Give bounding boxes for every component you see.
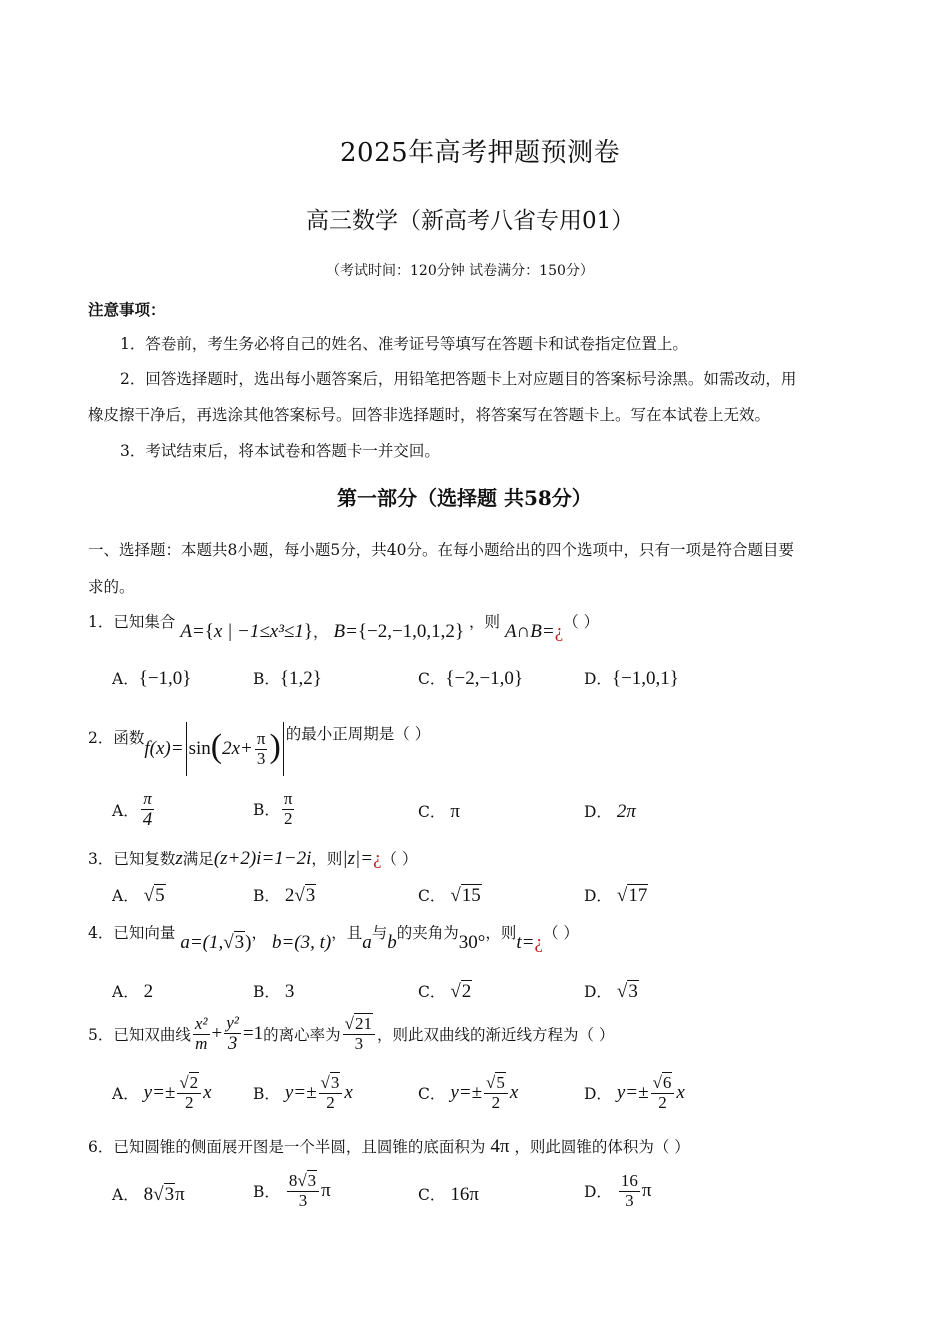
q4-vector-a: a=(1, [180, 932, 224, 953]
q2-option-b: B． $\frac{\pi}{2}$ [253, 789, 293, 828]
q6-option-a: A． 8√3π [112, 1184, 185, 1205]
q1-option-b-value: 1,2 [289, 668, 313, 689]
q4-a: a [362, 932, 372, 953]
part1-heading: 第一部分（选择题 共58分） [337, 486, 592, 510]
q2-arg: 2x+ [222, 738, 253, 759]
q5-number: 5． [88, 1026, 114, 1045]
q4-stem-2: ，且 [331, 924, 363, 942]
q6-stem-2: ，则此圆锥的体积为（ ） [514, 1138, 690, 1156]
notice-item-3: 3．考试结束后，将本试卷和答题卡一并交回。 [120, 442, 440, 460]
q5-option-a-rad: 2 [189, 1073, 199, 1092]
q3-option-b: B． 2√3 [253, 885, 316, 906]
q5-e-rad: 21 [355, 1014, 372, 1034]
q1-set-b-body: −2,−1,0,1,2 [367, 621, 455, 642]
q6-option-d-num: 16 [620, 1171, 638, 1190]
exam-info: （考试时间：120分钟 试卷满分：150分） [326, 263, 594, 279]
q2-option-d-value: 2π [616, 801, 636, 822]
q3-option-c: C． √15 [418, 885, 481, 906]
q1-option-d-value: −1,0,1 [621, 668, 670, 689]
q5-y2: y² [226, 1013, 239, 1032]
q5-stem-2: 的离心率为 [263, 1026, 341, 1045]
q1-mark: ¿ [554, 621, 564, 642]
question-1: 1．已知集合 A={x | −1≤x³≤1}， B={−2,−1,0,1,2} ，则 A∩B=¿（ ） [88, 613, 600, 642]
q3-abs-z: |z|= [342, 848, 374, 869]
notice-heading: 注意事项： [88, 300, 166, 319]
question-5: 5． 已知双曲线 $\frac{\text{x²}}{m}$ + $\frac{\text{y²}}{3}$ =1 的离心率为 $\frac{√21}{3}$ ，则此双曲线的渐近线方程为（ ） [88, 1013, 615, 1054]
q4-number: 4． [88, 924, 114, 942]
q4-stem-5: ，则 [485, 924, 517, 942]
q3-option-d-value: 17 [628, 885, 648, 906]
q4-option-b: B． 3 [253, 981, 295, 1002]
q6-option-d: D． $\frac{16}{3}$ π [584, 1171, 652, 1210]
q3-option-b-coef: 2 [284, 885, 295, 906]
q1-stem-then: ，则 [469, 613, 501, 631]
q5-option-c-rad: 5 [496, 1073, 505, 1092]
q1-set-a: A= [180, 621, 205, 642]
q2-option-a-den: 4 [142, 808, 153, 830]
q6-option-a-coef: 8 [143, 1184, 154, 1205]
q4-option-c: C． √2 [418, 981, 472, 1002]
q4-vector-b: b=(3, t) [271, 932, 332, 953]
q2-number: 2． [88, 729, 114, 747]
q5-option-d: D． y=± $\frac{√6}{2}$ x [584, 1073, 685, 1112]
q3-mark: ¿ [373, 848, 382, 869]
q2-sin: sin [188, 738, 211, 759]
q1-number: 1． [88, 613, 114, 631]
q3-option-a: A． √5 [112, 885, 165, 906]
q3-equation: (z+2)i=1−2i [213, 848, 312, 869]
q1-set-a-body: x | −1≤x³≤1 [213, 621, 304, 642]
q4-b: b [387, 932, 397, 953]
q4-option-d-value: 3 [628, 981, 638, 1002]
part1-instructions: 一、选择题：本题共8小题，每小题5分，共40分。在每小题给出的四个选项中，只有一项是符合题目要 [88, 541, 794, 559]
q5-option-b: B． y=± $\frac{√3}{2}$ x [253, 1073, 353, 1112]
q4-angle: 30° [458, 932, 486, 953]
q3-z: z [175, 848, 183, 869]
q2-stem-tail: 的最小正周期是（ ） [285, 725, 431, 743]
q2-option-a-num: π [143, 789, 152, 808]
q2-fx: f(x)= [144, 738, 184, 759]
q2-option-d: D． 2π [584, 801, 636, 822]
q1-paren: （ ） [563, 613, 600, 631]
q3-stem-2: 满足 [182, 850, 214, 868]
q6-option-a-rad: 3 [164, 1184, 175, 1205]
q5-option-a: A． y=± $\frac{√2}{2}$ x [112, 1073, 212, 1112]
q2-abs-left [186, 722, 187, 776]
question-6 [88, 1135, 690, 1158]
q4-option-d: D． √3 [584, 981, 638, 1002]
q4-t: t= [516, 932, 535, 953]
q4-stem-4: 的夹角为 [396, 924, 459, 942]
q6-option-b-rad: 3 [307, 1171, 317, 1190]
q5-eq: =1 [242, 1023, 264, 1045]
q2-option-c-value: π [450, 801, 460, 822]
q6-option-c-value: 16π [450, 1184, 479, 1205]
q2-abs-right [283, 722, 284, 776]
q5-option-c: C． y=± $\frac{√5}{2}$ x [418, 1073, 519, 1112]
q2-option-a: A． $\frac{\pi}{4}$ [112, 789, 153, 830]
notice-item-2-cont: 橡皮擦干净后，再选涂其他答案标号。回答非选择题时，将答案写在答题卡上。写在本试卷上无效。 [88, 406, 771, 424]
q4-stem: 已知向量 [113, 924, 176, 942]
q3-paren: （ ） [381, 850, 418, 868]
exam-title: 2025年高考押题预测卷 [340, 138, 621, 168]
q1-option-a: A．{−1,0} [112, 668, 192, 689]
question-3 [88, 847, 417, 870]
q6-option-d-den: 3 [625, 1190, 634, 1210]
q4-option-b-value: 3 [284, 981, 295, 1002]
q4-paren: （ ） [542, 924, 579, 942]
q5-m: m [195, 1033, 208, 1053]
part1-instructions-cont: 求的。 [88, 578, 135, 596]
notice-item-1: 1．答卷前，考生务必将自己的姓名、准考证号等填写在答题卡和试卷指定位置上。 [120, 335, 688, 353]
q5-stem: 已知双曲线 [113, 1026, 191, 1045]
q4-option-c-value: 2 [461, 981, 472, 1002]
q6-stem: 已知圆锥的侧面展开图是一个半圆，且圆锥的底面积为 [113, 1138, 486, 1156]
q2-arg-den: 3 [256, 748, 266, 768]
q5-option-b-rad: 3 [330, 1073, 340, 1092]
q1-expr: A∩B= [504, 621, 555, 642]
question-4: 4．已知向量 a=(1,√3)， b=(3, t)，且a与b的夹角为30°，则t=¿（ ） [88, 924, 579, 953]
q5-option-d-rad: 6 [662, 1073, 672, 1092]
q3-stem-3: ，则 [311, 850, 343, 868]
question-2: 2． 函数 f(x)= sin ( 2x+ $\frac{\pi}{3}$ ) 的最小正周期是（ ） [88, 710, 430, 764]
q5-e-den: 3 [354, 1033, 364, 1053]
q5-three: 3 [227, 1032, 238, 1054]
q3-option-d: D． √17 [584, 885, 648, 906]
q6-area: 4π [490, 1136, 510, 1157]
exam-subtitle: 高三数学（新高考八省专用01） [306, 208, 635, 234]
q3-option-a-value: 5 [155, 885, 165, 906]
q2-stem: 函数 [113, 729, 145, 747]
q2-arg-num: π [256, 728, 266, 748]
q3-stem: 已知复数 [113, 850, 176, 868]
q1-stem: 已知集合 [113, 613, 176, 631]
q4-vector-a-rad: 3 [234, 932, 245, 953]
q1-option-d: D．{−1,0,1} [584, 668, 679, 689]
q4-option-a-value: 2 [143, 981, 154, 1002]
q5-x2: x² [194, 1014, 208, 1034]
q3-option-b-value: 3 [305, 885, 316, 906]
q2-option-b-den: 2 [283, 808, 293, 828]
q1-sep: ， [312, 623, 329, 641]
q1-option-b: B．{1,2} [253, 668, 322, 689]
q6-option-b-den: 3 [298, 1190, 308, 1210]
q1-set-b: B= [333, 621, 358, 642]
q4-option-a: A． 2 [112, 981, 154, 1002]
q4-mark: ¿ [534, 932, 543, 953]
q1-option-a-value: −1,0 [147, 668, 183, 689]
q1-option-c-value: −2,−1,0 [454, 668, 514, 689]
q6-option-b: B． $\frac{8√3}{3}$ π [253, 1171, 331, 1210]
q2-option-c: C． π [418, 801, 460, 822]
q6-option-c: C． 16π [418, 1184, 479, 1205]
q4-stem-3: 与 [371, 924, 388, 942]
q6-option-b-coef: 8 [288, 1171, 298, 1190]
notice-item-2: 2．回答选择题时，选出每小题答案后，用铅笔把答题卡上对应题目的答案标号涂黑。如需改动，用 [120, 370, 797, 388]
q3-option-c-value: 15 [461, 885, 481, 906]
q5-stem-3: ，则此双曲线的渐近线方程为（ ） [377, 1026, 615, 1045]
q3-number: 3． [88, 850, 114, 868]
q1-option-c: C．{−2,−1,0} [418, 668, 524, 689]
q6-number: 6． [88, 1138, 114, 1156]
q2-option-b-num: π [283, 789, 293, 808]
